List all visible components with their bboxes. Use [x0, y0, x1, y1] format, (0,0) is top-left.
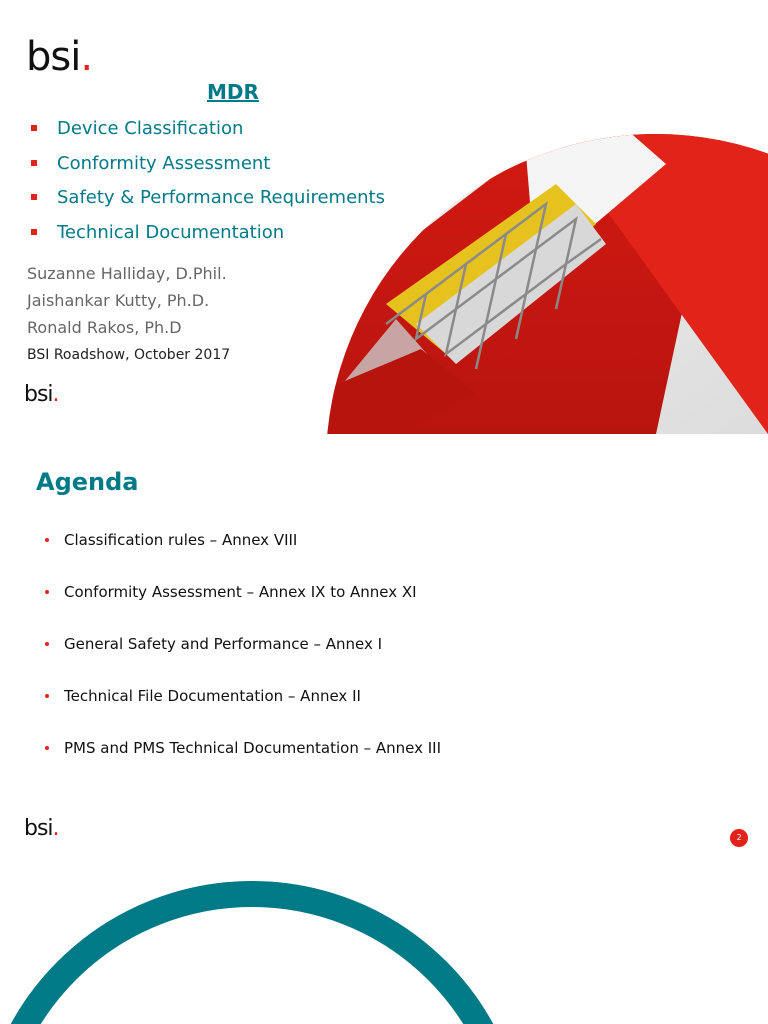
stent-in-artery-image [326, 134, 768, 434]
list-item: PMS and PMS Technical Documentation – Annex III [44, 736, 441, 788]
bullet-icon [45, 590, 49, 594]
square-bullet-icon [31, 160, 37, 166]
square-bullet-icon [31, 229, 37, 235]
square-bullet-icon [31, 125, 37, 131]
bullet-icon [45, 746, 49, 750]
agenda-list [44, 528, 441, 788]
list-item: Device Classification [28, 116, 385, 151]
author-name: Suzanne Halliday, D.Phil. [27, 264, 227, 283]
list-item: Technical Documentation [28, 220, 385, 255]
title-slide [0, 0, 768, 434]
page-number-badge: 2 [730, 829, 748, 847]
bullet-icon [45, 642, 49, 646]
bullet-icon [45, 538, 49, 542]
teal-arc-decoration [0, 866, 768, 1024]
list-item: Classification rules – Annex VIII [44, 528, 441, 580]
list-item: Technical File Documentation – Annex II [44, 684, 441, 736]
author-name: Jaishankar Kutty, Ph.D. [27, 291, 210, 310]
agenda-slide [0, 440, 768, 860]
list-item: General Safety and Performance – Annex I [44, 632, 441, 684]
bullet-icon [45, 694, 49, 698]
author-name: Ronald Rakos, Ph.D [27, 318, 182, 337]
bsi-logo-small: bsi. [24, 816, 59, 841]
slide-title: MDR [207, 80, 259, 104]
agenda-title: Agenda [36, 468, 139, 496]
square-bullet-icon [31, 194, 37, 200]
list-item: Conformity Assessment – Annex IX to Annex XI [44, 580, 441, 632]
list-item: Safety & Performance Requirements [28, 185, 385, 220]
bsi-logo-small: bsi. [24, 382, 59, 407]
event-caption: BSI Roadshow, October 2017 [27, 347, 231, 363]
list-item: Conformity Assessment [28, 151, 385, 186]
partial-slide [0, 866, 768, 1024]
author-list [27, 263, 227, 344]
bsi-logo: bsi. [26, 34, 93, 80]
